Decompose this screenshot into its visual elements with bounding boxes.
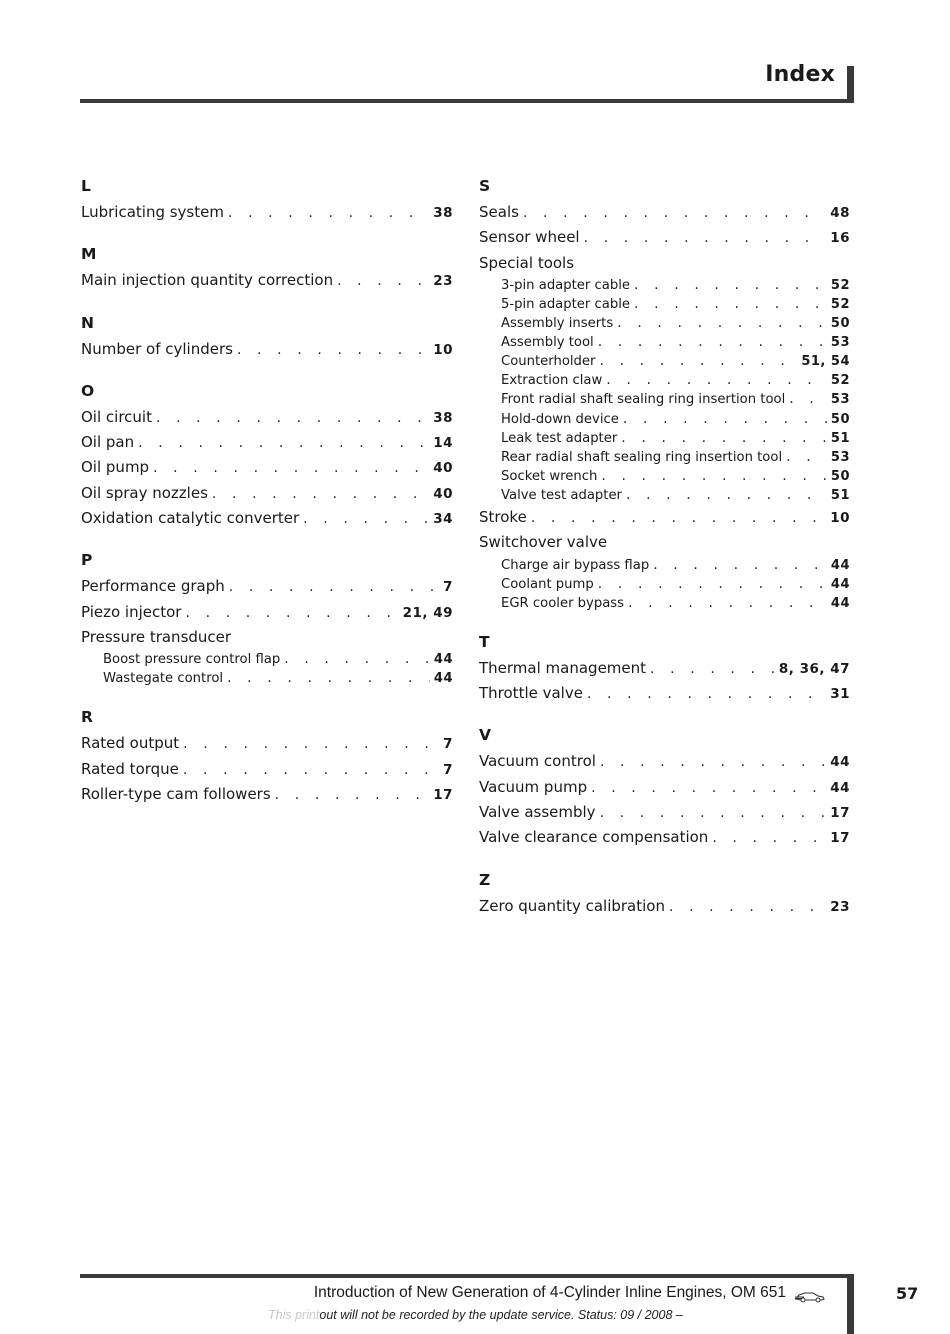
- entry-label: Oil circuit: [81, 407, 152, 426]
- dot-leader: [626, 486, 827, 505]
- index-entry: [81, 455, 453, 480]
- dot-leader: [621, 429, 827, 448]
- header-rule: [80, 99, 854, 103]
- index-entry: [81, 757, 453, 782]
- subentry-pages: 44: [830, 595, 850, 611]
- index-subentry: [479, 486, 850, 505]
- index-section-v: [479, 725, 850, 850]
- entry-label: Performance graph: [81, 577, 225, 596]
- index-entry: [81, 782, 453, 807]
- section-letter: S: [479, 177, 491, 195]
- entry-pages: 23: [433, 273, 453, 290]
- entry-pages: 8, 36, 47: [778, 660, 850, 677]
- index-section-z: [479, 870, 850, 919]
- dot-leader: [789, 390, 827, 409]
- entry-label: Oil spray nozzles: [81, 483, 208, 502]
- index-entry: [81, 200, 453, 225]
- dot-leader: [669, 895, 826, 920]
- entry-pages: 17: [830, 805, 850, 822]
- index-subentry: [479, 371, 850, 390]
- entry-label: Roller-type cam followers: [81, 785, 271, 804]
- entry-pages: 31: [830, 686, 850, 703]
- index-subentry: [479, 390, 850, 409]
- entry-label: Oil pump: [81, 458, 150, 477]
- entry-label: Vacuum control: [479, 752, 596, 771]
- entry-label: Piezo injector: [81, 602, 182, 621]
- subentry-pages: 53: [830, 449, 850, 465]
- index-entry: [479, 225, 850, 250]
- section-letter: T: [479, 632, 490, 651]
- entry-pages: 48: [830, 205, 850, 221]
- section-letter: P: [81, 551, 93, 570]
- subentry-label: Assembly inserts: [501, 316, 614, 332]
- dot-leader: [337, 269, 429, 294]
- footer-rule: [80, 1274, 854, 1278]
- subentry-label: Valve test adapter: [501, 487, 622, 503]
- index-entry: [479, 200, 850, 225]
- dot-leader: [712, 826, 826, 851]
- footer-note: [268, 1308, 683, 1322]
- dot-leader: [284, 650, 430, 669]
- entry-label: Stroke: [479, 508, 527, 527]
- dot-leader: [601, 467, 827, 486]
- index-entry: [81, 574, 453, 599]
- index-subentry: [479, 467, 850, 486]
- index-section-n: [81, 313, 453, 362]
- dot-leader: [212, 482, 429, 507]
- subentry-pages: 51: [830, 487, 850, 503]
- index-entry-label: Switchover valve: [479, 533, 608, 552]
- entry-pages: 10: [830, 510, 850, 527]
- subentry-label: Counterholder: [501, 354, 596, 370]
- entry-pages: 34: [433, 511, 453, 528]
- index-subentry: [479, 314, 850, 333]
- subentry-pages: 51: [830, 430, 850, 446]
- index-subentry: [479, 410, 850, 429]
- entry-label: Rated torque: [81, 759, 179, 778]
- subentry-label: Leak test adapter: [501, 430, 618, 446]
- index-subentry: [81, 669, 453, 688]
- index-entry: [479, 749, 850, 774]
- dot-leader: [653, 556, 827, 575]
- entry-label: Sensor wheel: [479, 228, 580, 247]
- subentry-pages: 44: [830, 576, 850, 592]
- dot-leader: [227, 669, 430, 688]
- dot-leader: [138, 431, 429, 456]
- section-letter: O: [81, 381, 95, 400]
- index-column-right: [479, 176, 850, 938]
- index-entry: [479, 894, 850, 919]
- subentry-pages: 50: [830, 316, 850, 332]
- dot-leader: [600, 750, 826, 775]
- header-edge-bar: [847, 66, 854, 103]
- section-letter: M: [81, 245, 97, 264]
- entry-pages: 17: [830, 830, 850, 847]
- index-entry: [479, 825, 850, 850]
- subentry-label: Boost pressure control flap: [103, 652, 281, 668]
- entry-pages: 23: [830, 898, 850, 915]
- subentry-label: Assembly tool: [501, 335, 594, 351]
- section-letter: N: [81, 313, 94, 332]
- subentry-label: Rear radial shaft sealing ring insertion tool: [501, 449, 783, 465]
- dot-leader: [617, 314, 827, 333]
- index-section-t: [479, 632, 850, 707]
- subentry-label: EGR cooler bypass: [501, 595, 625, 611]
- index-section-o: [81, 381, 453, 531]
- index-entry: [81, 481, 453, 506]
- entry-pages: 17: [433, 787, 453, 804]
- entry-label: Main injection quantity correction: [81, 271, 334, 290]
- entry-label: Thermal management: [479, 658, 647, 677]
- index-subentry: [479, 333, 850, 352]
- subentry-pages: 53: [830, 335, 850, 351]
- subentry-pages: 51, 54: [801, 354, 850, 370]
- subentry-pages: 44: [433, 671, 453, 687]
- index-subentry: [479, 594, 850, 613]
- index-entry: [479, 681, 850, 706]
- dot-leader: [523, 201, 826, 226]
- index-section-m: [81, 244, 453, 293]
- index-section-l: [81, 176, 453, 225]
- index-subentry: [479, 352, 850, 371]
- subentry-pages: 50: [830, 468, 850, 484]
- dot-leader: [628, 594, 827, 613]
- subentry-pages: 52: [830, 296, 850, 312]
- index-entry: [81, 506, 453, 531]
- index-entry: [81, 600, 453, 625]
- index-column-left: [81, 176, 453, 826]
- index-section-p: [81, 550, 453, 688]
- car-icon: [794, 1288, 826, 1304]
- dot-leader: [584, 226, 827, 251]
- index-subentry: [81, 650, 453, 669]
- entry-label: Vacuum pump: [479, 777, 588, 796]
- dot-leader: [183, 758, 439, 783]
- entry-pages: 7: [443, 579, 453, 596]
- subentry-pages: 44: [830, 557, 850, 573]
- footer-edge-bar: [847, 1274, 854, 1334]
- index-section-r: [81, 707, 453, 807]
- dot-leader: [634, 276, 827, 295]
- index-subentry: [479, 556, 850, 575]
- dot-leader: [598, 333, 827, 352]
- entry-pages: 44: [830, 754, 850, 771]
- entry-label: Valve clearance compensation: [479, 828, 709, 847]
- dot-leader: [634, 295, 827, 314]
- dot-leader: [185, 601, 398, 626]
- dot-leader: [229, 575, 439, 600]
- index-entry: [479, 775, 850, 800]
- entry-label: Number of cylinders: [81, 339, 233, 358]
- subentry-label: Coolant pump: [501, 576, 594, 592]
- index-entry-label: Pressure transducer: [81, 627, 232, 646]
- entry-pages: 38: [433, 409, 453, 426]
- index-entry: [81, 731, 453, 756]
- dot-leader: [531, 506, 826, 531]
- entry-pages: 21, 49: [402, 604, 453, 621]
- entry-label: Valve assembly: [479, 803, 596, 822]
- dot-leader: [591, 776, 826, 801]
- subentry-label: Wastegate control: [103, 671, 224, 687]
- entry-label: Rated output: [81, 734, 180, 753]
- subentry-label: Extraction claw: [501, 373, 603, 389]
- entry-pages: 44: [830, 779, 850, 796]
- entry-pages: 7: [443, 736, 453, 753]
- dot-leader: [786, 448, 827, 467]
- index-subentry: [479, 429, 850, 448]
- index-section-s: [479, 176, 850, 613]
- subentry-label: Charge air bypass flap: [501, 557, 650, 573]
- entry-pages: 40: [433, 460, 453, 477]
- entry-label: Seals: [479, 203, 519, 221]
- index-entry: [479, 656, 850, 681]
- subentry-pages: 53: [830, 392, 850, 408]
- page-number: 57: [896, 1284, 919, 1303]
- dot-leader: [183, 732, 439, 757]
- section-letter: L: [81, 177, 91, 195]
- entry-pages: 14: [433, 435, 453, 452]
- entry-pages: 7: [443, 761, 453, 778]
- dot-leader: [650, 657, 775, 682]
- subentry-pages: 44: [433, 652, 453, 668]
- subentry-pages: 52: [830, 277, 850, 293]
- entry-pages: 10: [433, 341, 453, 358]
- dot-leader: [228, 201, 429, 226]
- index-entry: [81, 430, 453, 455]
- index-subentry: [479, 448, 850, 467]
- entry-label: Oxidation catalytic converter: [81, 509, 300, 528]
- index-subentry: [479, 295, 850, 314]
- entry-pages: 38: [433, 205, 453, 221]
- footer-note-text: out will not be recorded by the update service. Status: 09 / 2008 –: [319, 1308, 683, 1322]
- section-letter: R: [81, 708, 93, 727]
- subentry-label: Socket wrench: [501, 468, 598, 484]
- subentry-label: Front radial shaft sealing ring insertion tool: [501, 392, 786, 408]
- dot-leader: [598, 575, 827, 594]
- entry-label: Lubricating system: [81, 203, 224, 221]
- dot-leader: [606, 371, 827, 390]
- entry-label: Oil pan: [81, 433, 135, 452]
- index-entry: [81, 405, 453, 430]
- index-subentry: [479, 276, 850, 295]
- index-entry: [479, 800, 850, 825]
- dot-leader: [153, 456, 429, 481]
- dot-leader: [156, 406, 429, 431]
- dot-leader: [237, 338, 429, 363]
- dot-leader: [303, 507, 429, 532]
- index-entry: [81, 268, 453, 293]
- index-entry: [81, 337, 453, 362]
- section-letter: V: [479, 726, 491, 745]
- dot-leader: [275, 783, 430, 808]
- entry-pages: 40: [433, 485, 453, 502]
- index-subentry: [479, 575, 850, 594]
- subentry-label: 3-pin adapter cable: [501, 277, 631, 293]
- dot-leader: [623, 410, 827, 429]
- dot-leader: [600, 801, 827, 826]
- footer-note-faint: This print: [268, 1308, 320, 1322]
- section-letter: Z: [479, 870, 491, 889]
- page-title: Index: [765, 62, 835, 87]
- footer-title: Introduction of New Generation of 4-Cylinder Inline Engines, OM 651: [313, 1284, 786, 1301]
- index-entry: [479, 505, 850, 530]
- subentry-pages: 52: [830, 373, 850, 389]
- dot-leader: [599, 352, 797, 371]
- subentry-label: 5-pin adapter cable: [501, 296, 631, 312]
- subentry-label: Hold-down device: [501, 411, 619, 427]
- entry-label: Throttle valve: [479, 684, 583, 703]
- subentry-pages: 50: [830, 411, 850, 427]
- index-entry-label: Special tools: [479, 253, 575, 272]
- dot-leader: [587, 682, 826, 707]
- entry-label: Zero quantity calibration: [479, 896, 665, 915]
- entry-pages: 16: [830, 230, 850, 247]
